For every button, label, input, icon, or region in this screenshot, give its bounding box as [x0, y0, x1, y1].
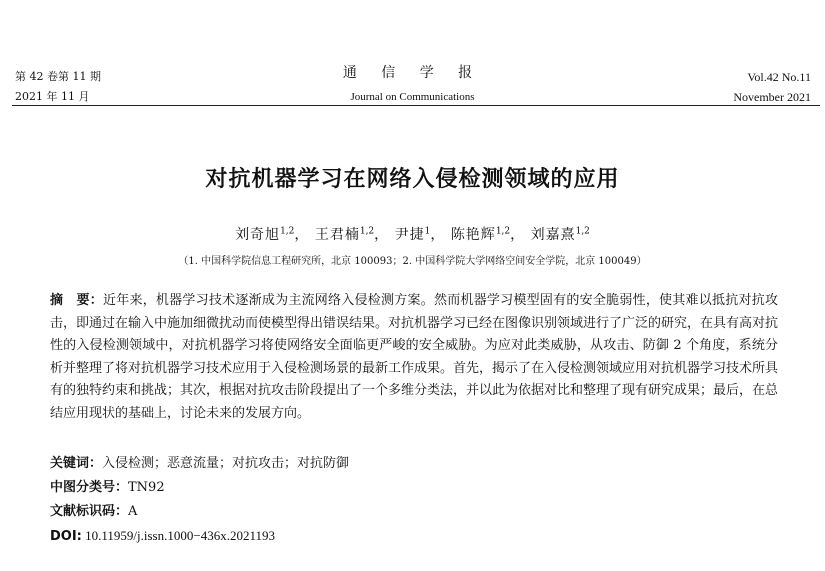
- date-en: November 2021: [733, 90, 811, 104]
- keywords-row: [50, 455, 349, 473]
- header-rule: [12, 105, 820, 106]
- abstract-text: 近年来，机器学习技术逐渐成为主流网络入侵检测方案。然而机器学习模型固有的安全脆弱性，使其难以抵抗对抗攻击，即通过在输入中施加细微扰动而使模型得出错误结果。对抗机器学习已经在图像识别领域进行了广泛的研究，在具有高对抗性的入侵检测领域中，对抗机器学习将使网络安全面临更严峻的安全威胁。为应对此类威胁，从攻击、防御 2 个角度，系统分析并整理了将对抗机器学习技术应用于入侵检测场景的最新工作成果。首先，揭示了在入侵检测领域应用对抗机器学习技术所具有的独特约束和挑战；其次，根据对抗攻击阶段提出了一个多维分类法，并以此为依据对比和整理了现有研究成果；最后，在总结应用现状的基础上，讨论未来的发展方向。: [50, 293, 779, 421]
- author-name: 陈艳辉: [450, 227, 496, 243]
- author-list: 刘奇旭$^{1,2}$， 王君楠$^{1,2}$， 尹捷$^1$， 陈艳辉$^{1,2}$， 刘嘉熹$^{1,2}$: [235, 226, 590, 243]
- doi-label: DOI:: [50, 529, 82, 544]
- author-affil-mark: 1: [424, 226, 431, 237]
- keywords-value: 入侵检测；恶意流量；对抗攻击；对抗防御: [102, 456, 350, 471]
- doi-value[interactable]: 10.11959/j.issn.1000−436x.2021193: [85, 528, 275, 543]
- author-name: 尹捷: [394, 227, 425, 243]
- doi-row: [50, 527, 275, 546]
- abstract: [50, 290, 778, 426]
- author-affil-mark: 1,2: [575, 226, 590, 237]
- author-affil-mark: 1,2: [495, 226, 511, 237]
- date-cn: 2021 年 11 月: [15, 90, 90, 103]
- author-affil-mark: 1,2: [280, 226, 295, 237]
- author-name: 刘嘉熹: [530, 227, 576, 243]
- journal-name-cn: 通 信 学 报: [342, 65, 483, 81]
- clc-value: TN92: [128, 480, 165, 495]
- author-name: 刘奇旭: [235, 227, 281, 243]
- doc-code-value: A: [128, 504, 138, 519]
- clc-row: [50, 479, 165, 497]
- author-affil-mark: 1,2: [359, 226, 375, 237]
- doc-code-row: [50, 503, 137, 521]
- volume-issue-en: Vol.42 No.11: [747, 70, 811, 84]
- volume-issue-cn: 第 42 卷第 11 期: [15, 70, 101, 83]
- author-name: 王君楠: [314, 227, 360, 243]
- affiliations: （1. 中国科学院信息工程研究所，北京 100093；2. 中国科学院大学网络空间安全学院，北京 100049）: [178, 256, 647, 267]
- journal-name-en: Journal on Communications: [350, 91, 475, 103]
- keywords-label: 关键词：: [50, 456, 103, 471]
- doc-code-label: 文献标识码：: [50, 504, 129, 519]
- paper-title: 对抗机器学习在网络入侵检测领域的应用: [205, 167, 620, 192]
- clc-label: 中图分类号：: [50, 480, 129, 495]
- abstract-label: 摘 要：: [50, 293, 103, 308]
